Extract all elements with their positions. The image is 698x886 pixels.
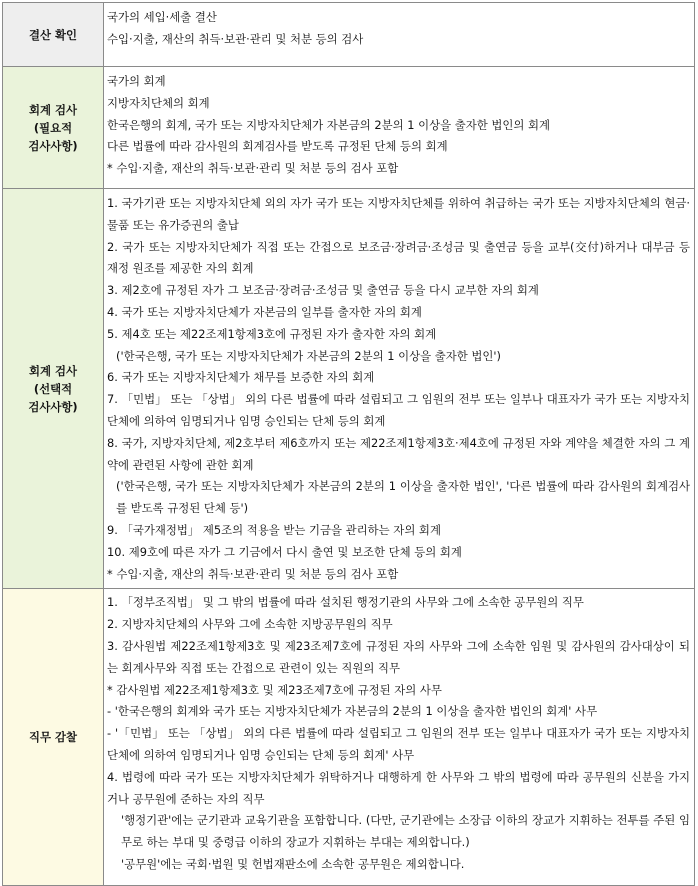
table-row — [3, 189, 695, 589]
list-item: 8. 국가, 지방자치단체, 제2호부터 제6호까지 또는 제22조제1항제3호·제4호에 규정된 자와 계약을 체결한 자의 그 계약에 관련된 사항에 관한 회계 — [107, 435, 690, 472]
row-label-line: (필요적 — [33, 120, 73, 135]
list-item: 2. 지방자치단체의 사무와 그에 소속한 지방공무원의 직무 — [107, 617, 393, 632]
list-item: 4. 법령에 따라 국가 또는 지방자치단체가 위탁하거나 대행하게 한 사무와 그 밖의 법령에 따라 공무원의 신분을 가지거나 공무원에 준하는 자의 직무 — [107, 769, 690, 806]
content-line: 다른 법률에 따라 감사원의 회계검사를 받도록 규정된 단체 등의 회계 — [107, 139, 448, 154]
list-item: 5. 제4호 또는 제22조제1항제3호에 규정된 자가 출자한 자의 회계 — [107, 326, 437, 341]
table-row — [3, 3, 695, 67]
list-item-note: ('한국은행, 국가 또는 지방자치단체가 자본금의 2분의 1 이상을 출자한 법인') — [116, 348, 501, 363]
list-item: 7. 「민법」 또는 「상법」 외의 다른 법률에 따라 설립되고 그 임원의 전부 또는 일부나 대표자가 국가 또는 지방자치단체에 의하여 임명되거나 임명 승인되는 단체 등의 회계 — [107, 392, 690, 428]
list-item: - '「민법」 또는 「상법」 외의 다른 법률에 따라 설립되고 그 임원의 전부 또는 일부나 대표자가 국가 또는 지방자치단체에 의하여 임명되거나 임명 승인되는 단체 등의 회계' 사무 — [107, 726, 690, 762]
list-item: * 수입·지출, 재산의 취득·보관·관리 및 처분 등의 검사 포함 — [107, 566, 399, 581]
row-content-mandatory-audit — [104, 67, 695, 189]
list-item: 4. 국가 또는 지방자치단체가 자본금의 일부를 출자한 자의 회계 — [107, 304, 422, 319]
row-label-line: 검사사항) — [28, 399, 78, 414]
row-content-settlement — [104, 3, 695, 67]
list-item: - '한국은행의 회계와 국가 또는 지방자치단체가 자본금의 2분의 1 이상을 출자한 법인의 회계' 사무 — [107, 704, 598, 719]
content-line: * 수입·지출, 재산의 취득·보관·관리 및 처분 등의 검사 포함 — [107, 161, 399, 176]
table-row — [3, 67, 695, 189]
list-item: 2. 국가 또는 지방자치단체가 직접 또는 간접으로 보조금·장려금·조성금 및 출연금 등을 교부(交付)하거나 대부금 등 재정 원조를 제공한 자의 회계 — [107, 239, 690, 276]
row-label-line: 회계 검사 — [29, 363, 77, 378]
list-item: * 감사원법 제22조제1항제3호 및 제23조제7호에 규정된 자의 사무 — [107, 682, 442, 697]
list-item-note: '행정기관'에는 군기관과 교육기관을 포함합니다. (다만, 군기관에는 소장급 이하의 장교가 지휘하는 전투를 주된 임무로 하는 부대 및 중령급 이하의 장교가 지휘하는 부대는 제외합니다.) — [121, 813, 690, 850]
list-item: 10. 제9호에 따른 자가 그 기금에서 다시 출연 및 보조한 단체 등의 회계 — [107, 544, 462, 559]
audit-scope-table — [2, 2, 695, 886]
row-label-settlement — [3, 3, 104, 67]
content-line: 지방자치단체의 회계 — [107, 95, 210, 110]
row-content-optional-audit — [104, 189, 695, 589]
list-item-note: ('한국은행, 국가 또는 지방자치단체가 자본금의 2분의 1 이상을 출자한 법인', '다른 법률에 따라 감사원의 회계검사를 받도록 규정된 단체 등') — [116, 479, 690, 516]
row-label-line: 결산 확인 — [29, 27, 77, 42]
row-label-line: 검사사항) — [28, 138, 78, 153]
list-item: 1. 국가기관 또는 지방자치단체 외의 자가 국가 또는 지방자치단체를 위하여 취급하는 국가 또는 지방자치단체의 현금·물품 또는 유가증권의 출납 — [107, 196, 690, 232]
list-item: 6. 국가 또는 지방자치단체가 채무를 보증한 자의 회계 — [107, 370, 375, 385]
table-row — [3, 589, 695, 886]
content-line: 한국은행의 회계, 국가 또는 지방자치단체가 자본금의 2분의 1 이상을 출자한 법인의 회계 — [107, 117, 551, 132]
list-item-note: '공무원'에는 국회·법원 및 헌법재판소에 소속한 공무원은 제외합니다. — [121, 856, 465, 871]
list-item: 3. 제2호에 규정된 자가 그 보조금·장려금·조성금 및 출연금 등을 다시 교부한 자의 회계 — [107, 283, 539, 298]
row-label-mandatory-audit — [3, 67, 104, 189]
list-item: 3. 감사원법 제22조제1항제3호 및 제23조제7호에 규정된 자의 사무와 그에 소속한 임원 및 감사원의 감사대상이 되는 회계사무와 직접 또는 간접으로 관련이 있는 직원의 직무 — [107, 638, 690, 675]
content-line: 국가의 회계 — [107, 74, 166, 88]
row-content-duty-inspection — [104, 589, 695, 886]
row-label-line: 회계 검사 — [29, 102, 77, 117]
list-item: 1. 「정부조직법」 및 그 밖의 법률에 따라 설치된 행정기관의 사무와 그에 소속한 공무원의 직무 — [107, 595, 584, 610]
row-label-line: 직무 감찰 — [29, 730, 77, 745]
row-label-optional-audit — [3, 189, 104, 589]
row-label-duty-inspection — [3, 589, 104, 886]
list-item: 9. 「국가재정법」 제5조의 적용을 받는 기금을 관리하는 자의 회계 — [107, 522, 441, 537]
content-line: 국가의 세입·세출 결산 — [107, 10, 217, 24]
row-label-line: (선택적 — [33, 381, 73, 396]
content-line: 수입·지출, 재산의 취득·보관·관리 및 처분 등의 검사 — [107, 31, 364, 46]
